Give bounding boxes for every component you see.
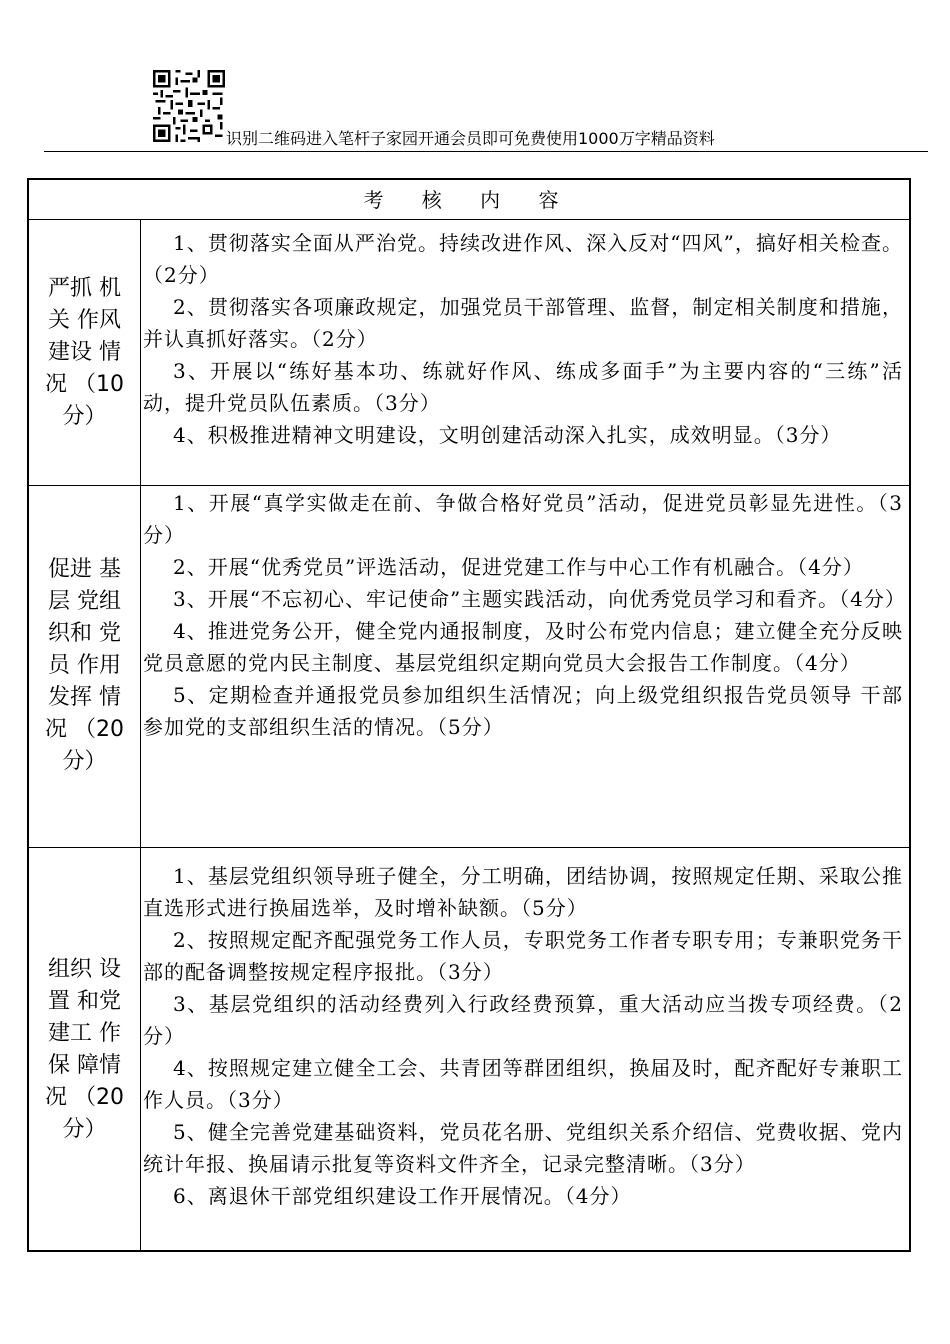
list-item: 3、开展以“练好基本功、练就好作风、练成多面手”为主要内容的“三练”活动，提升党员队伍素质。（3分）: [143, 359, 903, 415]
items-cell: [143, 860, 903, 1212]
category-cell: [29, 847, 140, 1252]
list-item: 5、健全完善党建基础资料，党员花名册、党组织关系介绍信、党费收据、党内统计年报、换届请示批复等资料文件齐全，记录完整清晰。（3分）: [143, 1120, 903, 1176]
list-item: 4、按照规定建立健全工会、共青团等群团组织，换届及时，配齐配好专兼职工作人员。（3分）: [143, 1056, 903, 1112]
items-cell: [143, 487, 906, 743]
table-header: 考 核 内 容: [29, 180, 909, 220]
row-divider: [29, 485, 909, 486]
category-label: 促进 基层 党组 织和 党员 作用 发挥 情况 （20分）: [45, 557, 124, 774]
category-cell: [29, 220, 140, 485]
list-item: 1、开展“真学实做走在前、争做合格好党员”活动，促进党员彰显先进性。（3分）: [143, 491, 903, 547]
qr-code-icon: [153, 70, 225, 142]
list-item: 1、基层党组织领导班子健全，分工明确，团结协调，按照规定任期、采取公推直选形式进行换届选举，及时增补缺额。（5分）: [143, 864, 903, 920]
list-item: 3、开展“不忘初心、牢记使命”主题实践活动，向优秀党员学习和看齐。（4分）: [173, 587, 906, 611]
category-cell: [29, 485, 140, 847]
category-label: 严抓 机关 作风 建设 情况 （10分）: [45, 275, 124, 429]
header-divider: [44, 151, 928, 152]
promo-banner-text: 识别二维码进入笔杆子家园开通会员即可免费使用1000万字精品资料: [226, 129, 715, 148]
items-cell: [143, 227, 903, 451]
list-item: 2、贯彻落实各项廉政规定，加强党员干部管理、监督，制定相关制度和措施，并认真抓好落实。（2分）: [143, 295, 903, 351]
column-divider: [140, 220, 141, 1252]
list-item: 1、贯彻落实全面从严治党。持续改进作风、深入反对“四风”，搞好相关检查。（2分）: [143, 231, 903, 287]
category-label: 组织 设置 和党 建工 作保 障情 况 （20分）: [45, 956, 124, 1142]
assessment-table: [27, 178, 911, 1252]
row-divider: [29, 847, 909, 848]
list-item: 2、按照规定配齐配强党务工作人员，专职党务工作者专职专用；专兼职党务干部的配备调整按规定程序报批。（3分）: [143, 928, 903, 984]
list-item: 4、积极推进精神文明建设，文明创建活动深入扎实，成效明显。（3分）: [173, 423, 842, 447]
list-item: 3、基层党组织的活动经费列入行政经费预算，重大活动应当拨专项经费。（2分）: [143, 992, 903, 1048]
list-item: 2、开展“优秀党员”评选活动，促进党建工作与中心工作有机融合。（4分）: [173, 555, 864, 579]
list-item: 5、定期检查并通报党员参加组织生活情况；向上级党组织报告党员领导 干部参加党的支部组织生活的情况。（5分）: [143, 683, 903, 739]
list-item: 4、推进党务公开，健全党内通报制度，及时公布党内信息；建立健全充分反映党员意愿的党内民主制度、基层党组织定期向党员大会报告工作制度。（4分）: [143, 619, 903, 675]
list-item: 6、离退休干部党组织建设工作开展情况。（4分）: [173, 1184, 632, 1208]
